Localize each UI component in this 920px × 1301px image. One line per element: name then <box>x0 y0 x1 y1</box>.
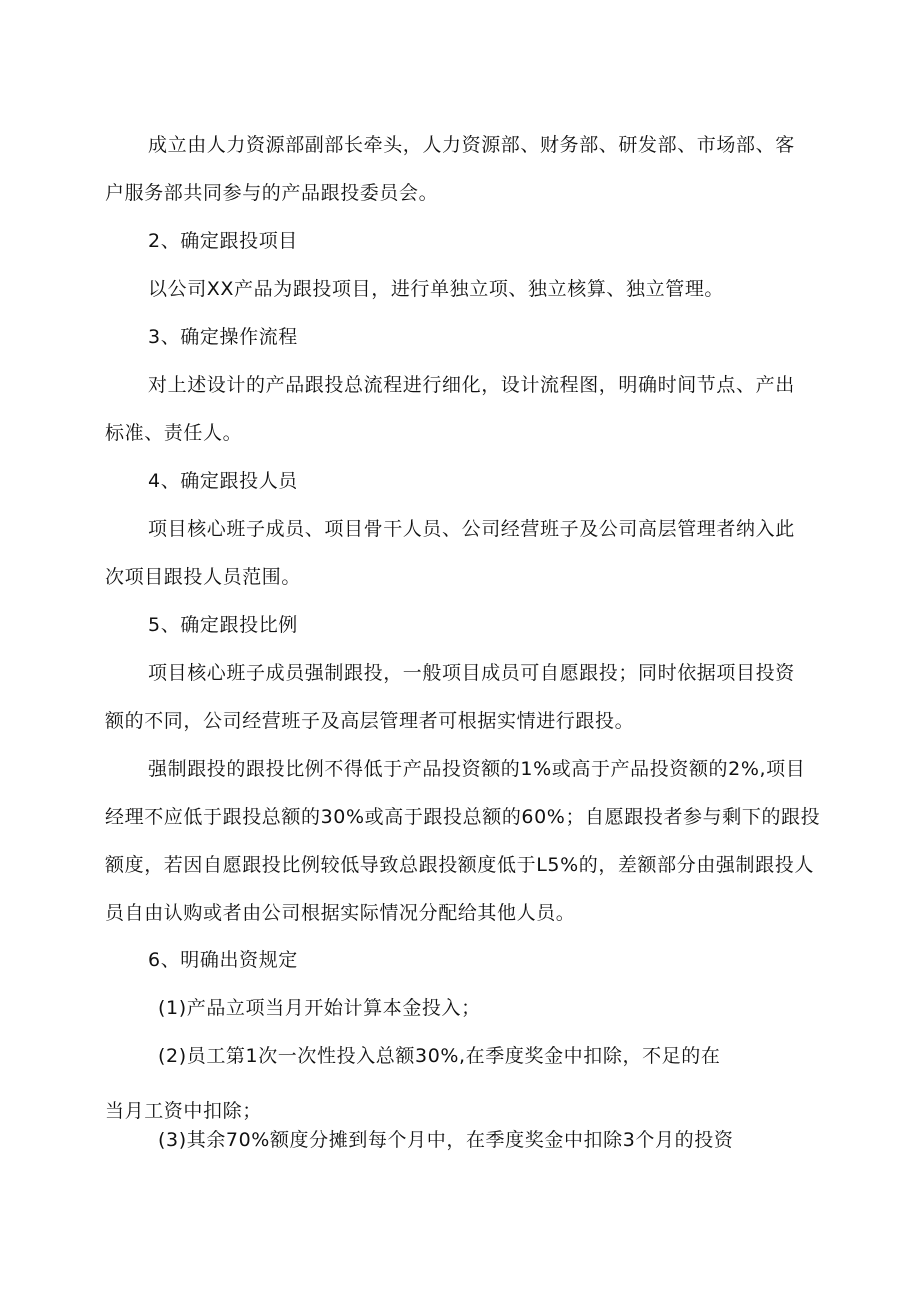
paragraph-line: 对上述设计的产品跟投总流程进行细化，设计流程图，明确时间节点、产出 <box>148 374 795 396</box>
paragraph-line: 项目核心班子成员强制跟投，一般项目成员可自愿跟投；同时依据项目投资 <box>148 662 795 684</box>
paragraph-line: 成立由人力资源部副部长牵头，人力资源部、财务部、研发部、市场部、客 <box>148 134 795 156</box>
paragraph-line: 经理不应低于跟投总额的30%或高于跟投总额的60%；自愿跟投者参与剩下的跟投 <box>105 806 821 828</box>
list-item: (2)员工第1次一次性投入总额30%,在季度奖金中扣除，不足的在 <box>158 1045 721 1067</box>
paragraph-line: 强制跟投的跟投比例不得低于产品投资额的1%或高于产品投资额的2%,项目 <box>148 758 806 780</box>
paragraph-line: 次项目跟投人员范围。 <box>105 566 302 588</box>
section-heading: 2、确定跟投项目 <box>148 230 298 252</box>
section-heading: 4、确定跟投人员 <box>148 470 298 492</box>
paragraph-line: 员自由认购或者由公司根据实际情况分配给其他人员。 <box>105 902 576 924</box>
section-heading: 6、明确出资规定 <box>148 949 298 971</box>
paragraph-line: 当月工资中扣除； <box>105 1100 262 1122</box>
list-item: (3)其余70%额度分摊到每个月中，在季度奖金中扣除3个月的投资 <box>158 1129 734 1151</box>
paragraph-line: 以公司XX产品为跟投项目，进行单独立项、独立核算、独立管理。 <box>148 278 725 300</box>
paragraph-line: 户服务部共同参与的产品跟投委员会。 <box>105 182 439 204</box>
section-heading: 5、确定跟投比例 <box>148 614 298 636</box>
section-heading: 3、确定操作流程 <box>148 326 298 348</box>
paragraph-line: 额的不同，公司经营班子及高层管理者可根据实情进行跟投。 <box>105 710 635 732</box>
paragraph-line: 项目核心班子成员、项目骨干人员、公司经营班子及公司高层管理者纳入此 <box>148 518 795 540</box>
paragraph-line: 额度，若因自愿跟投比例较低导致总跟投额度低于L5%的，差额部分由强制跟投人 <box>105 854 814 876</box>
list-item: (1)产品立项当月开始计算本金投入； <box>158 997 481 1019</box>
paragraph-line: 标准、责任人。 <box>105 422 243 444</box>
